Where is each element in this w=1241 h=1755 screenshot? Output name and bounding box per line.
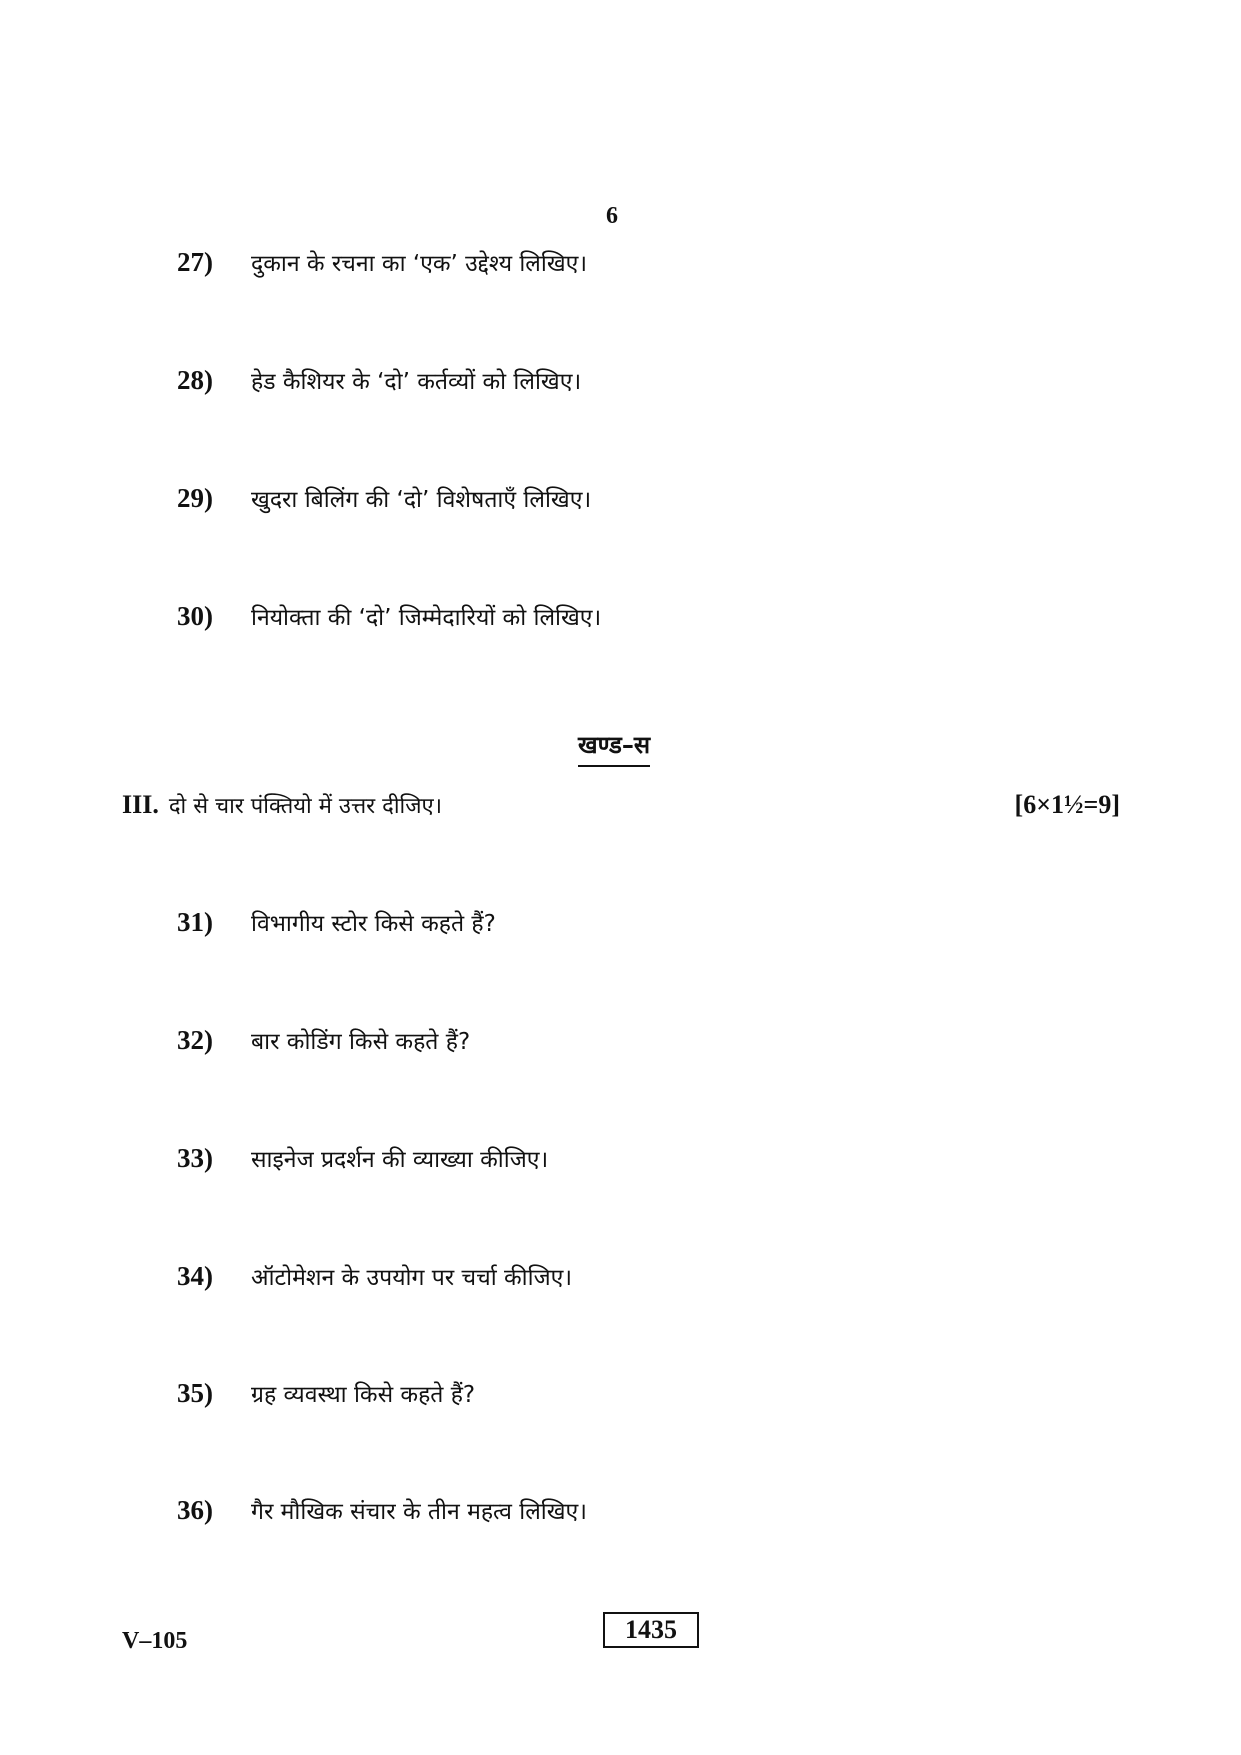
question-34 xyxy=(177,1260,572,1292)
question-29 xyxy=(177,482,591,514)
question-text: बार कोडिंग किसे कहते हैं? xyxy=(251,1029,471,1055)
question-33 xyxy=(177,1142,548,1174)
question-number: 32) xyxy=(177,1025,213,1055)
question-text: गैर मौखिक संचार के तीन महत्व लिखिए। xyxy=(251,1499,587,1525)
question-number: 27) xyxy=(177,247,213,277)
question-number: 34) xyxy=(177,1261,213,1291)
section-instruction: दो से चार पंक्तियो में उत्तर दीजिए। xyxy=(168,794,443,819)
question-number: 35) xyxy=(177,1378,213,1408)
instruction-left xyxy=(122,790,442,820)
question-text: हेड कैशियर के ‘दो’ कर्तव्यों को लिखिए। xyxy=(251,369,582,395)
question-30 xyxy=(177,600,601,632)
question-text: साइनेज प्रदर्शन की व्याख्या कीजिए। xyxy=(251,1147,549,1173)
question-number: 31) xyxy=(177,907,213,937)
question-number: 28) xyxy=(177,365,213,395)
question-36 xyxy=(177,1494,587,1526)
section-instruction-row xyxy=(122,790,1120,820)
question-text: ऑटोमेशन के उपयोग पर चर्चा कीजिए। xyxy=(251,1265,573,1291)
paper-code: V–105 xyxy=(122,1628,188,1654)
section-heading: खण्ड–स xyxy=(578,728,650,767)
question-text: ग्रह व्यवस्था किसे कहते हैं? xyxy=(251,1382,476,1408)
question-text: विभागीय स्टोर किसे कहते हैं? xyxy=(251,911,496,937)
question-text: खुदरा बिलिंग की ‘दो’ विशेषताएँ लिखिए। xyxy=(251,487,592,513)
question-35 xyxy=(177,1377,475,1409)
question-text: नियोक्ता की ‘दो’ जिम्मेदारियों को लिखिए। xyxy=(251,605,602,631)
page-number: 6 xyxy=(606,203,618,229)
question-text: दुकान के रचना का ‘एक’ उद्देश्य लिखिए। xyxy=(251,251,588,277)
paper-number-box: 1435 xyxy=(603,1612,699,1648)
question-32 xyxy=(177,1024,470,1056)
section-marks: [6×1½=9] xyxy=(1014,790,1120,819)
question-31 xyxy=(177,906,496,938)
section-roman-numeral: III. xyxy=(122,790,159,819)
question-28 xyxy=(177,364,581,396)
question-number: 30) xyxy=(177,601,213,631)
question-number: 29) xyxy=(177,483,213,513)
question-27 xyxy=(177,246,587,278)
question-number: 36) xyxy=(177,1495,213,1525)
question-number: 33) xyxy=(177,1143,213,1173)
